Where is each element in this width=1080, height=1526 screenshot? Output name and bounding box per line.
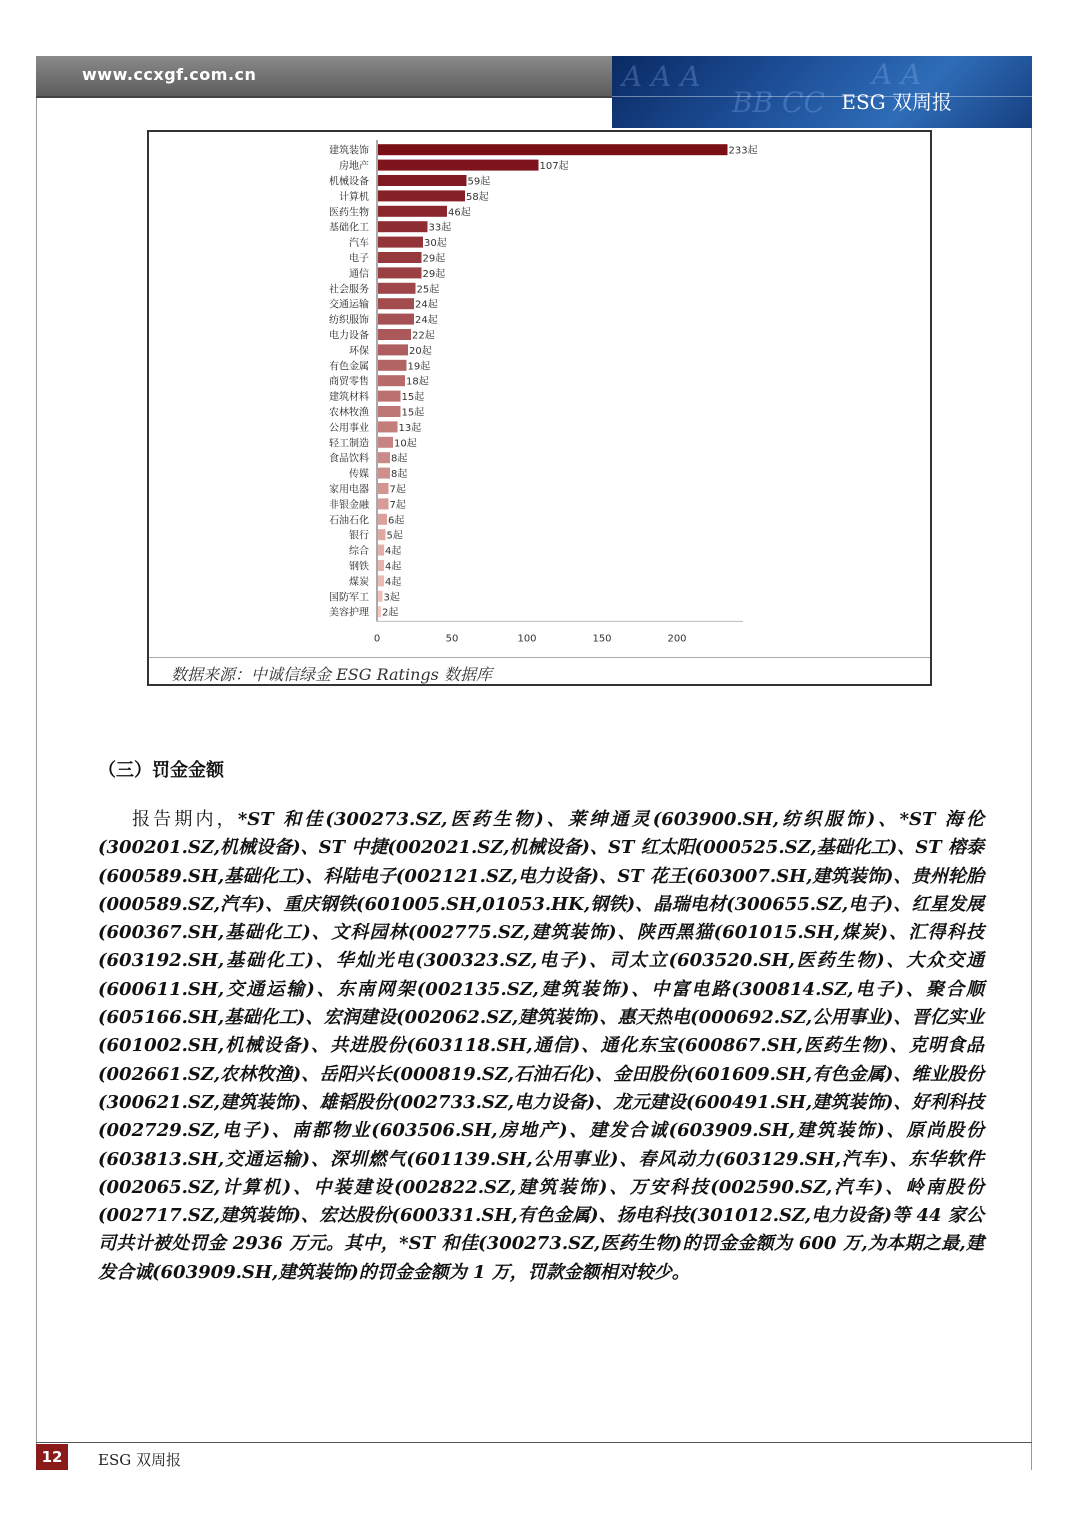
data-label: 107起: [539, 161, 569, 173]
data-label: 4起: [385, 561, 402, 573]
data-label: 6起: [388, 515, 405, 527]
data-label: 22起: [412, 330, 435, 342]
category-label: 通信: [349, 268, 369, 280]
category-label: 食品饮料: [329, 453, 369, 465]
bar: [378, 190, 465, 201]
bar: [378, 560, 384, 571]
category-label: 商贸零售: [329, 376, 369, 388]
category-label: 农林牧渔: [329, 407, 369, 419]
bar: [378, 529, 386, 540]
data-label: 10起: [394, 438, 417, 450]
category-label: 石油石化: [329, 515, 369, 527]
bar: [378, 329, 411, 340]
banner-decoration: A A A: [622, 60, 701, 93]
data-label: 58起: [466, 191, 489, 203]
category-label: 传媒: [349, 469, 369, 481]
data-label: 2起: [382, 607, 399, 619]
x-tick-label: 150: [592, 633, 612, 645]
source-divider: [149, 657, 930, 658]
category-label: 银行: [349, 530, 369, 542]
bar: [378, 468, 390, 479]
category-label: 煤炭: [349, 576, 369, 588]
bar: [378, 591, 383, 602]
data-label: 13起: [398, 422, 422, 434]
data-label: 19起: [407, 361, 431, 373]
paragraph-text: *ST 和佳(300273.SZ,医药生物)、莱绅通灵(603900.SH,纺织服饰)、*ST 海伦(300201.SZ,机械设备)、ST 中捷(002021.SZ,机械设备)、ST 红太阳(000525.SZ,基础化工)、ST 榕泰(600589.SH,基础化工)、科陆电子(002121.SZ,电力设备)、ST 花王(603007.SH,建筑装饰)、贵州轮胎(000589.SZ,汽车)、重庆钢铁(601005.SH,01053.HK,钢铁)、晶瑞电材(300655.SZ,电子)、红星发展(600367.SH,基础化工)、文科园林(002775.SZ,建筑装饰)、陕西黑猫(601015.SH,煤炭)、汇得科技(603192.SH,基础化工)、华灿光电(300323.SZ,电子)、司太立(603520.SH,医药生物)、大众交通(600611.SH,交通运输)、东南网架(002135.SZ,建筑装饰)、中富电路(300814.SZ,电子)、聚合顺(605166.SH,基础化工)、宏润建设(002062.SZ,建筑装饰)、惠天热电(000692.SZ,公用事业)、晋亿实业(601002.SH,机械设备)、共进股份(603118.SH,通信)、通化东宝(600867.SH,医药生物)、克明食品(002661.SZ,农林牧渔)、岳阳兴长(000819.SZ,石油石化)、金田股份(601609.SH,有色金属)、维业股份(300621.SZ,建筑装饰)、雄韬股份(002733.SZ,电力设备)、龙元建设(600491.SH,建筑装饰)、好利科技(002729.SZ,电子)、南都物业(603506.SH,房地产)、建发合诚(603909.SH,建筑装饰)、原尚股份(603813.SH,交通运输)、深圳燃气(601139.SH,公用事业)、春风动力(603129.SH,汽车)、东华软件(002065.SZ,计算机)、中装建设(002822.SZ,建筑装饰)、万安科技(002590.SZ,汽车)、岭南股份(002717.SZ,建筑装饰)、宏达股份(600331.SH,有色金属)、扬电科技(301012.SZ,电力设备)等 44 家公司共计被处罚金 2936 万元。其中，*ST 和佳(300273.SZ,医药生物)的罚金金额为 600 万,为本期之最,建发合诚(603909.SH,建筑装饰)的罚金金额为 1 万，罚款金额相对较少。: [98, 809, 984, 1283]
category-label: 社会服务: [329, 284, 369, 296]
data-label: 8起: [391, 453, 408, 465]
data-label: 33起: [428, 222, 452, 234]
chart-source: 数据来源：中诚信绿金 ESG Ratings 数据库: [171, 665, 492, 684]
category-label: 电力设备: [329, 330, 369, 342]
bar-chart: [147, 130, 932, 686]
bar: [378, 452, 390, 463]
data-label: 29起: [422, 268, 446, 280]
category-label: 钢铁: [349, 561, 369, 573]
category-label: 机械设备: [329, 176, 369, 188]
data-label: 5起: [386, 530, 403, 542]
category-label: 美容护理: [329, 607, 369, 619]
bar: [378, 406, 401, 417]
bar: [378, 283, 416, 294]
bar: [378, 160, 539, 171]
category-label: 综合: [349, 546, 369, 558]
data-label: 7起: [389, 484, 406, 496]
bar: [378, 175, 467, 186]
data-label: 25起: [416, 284, 440, 296]
bar: [378, 252, 422, 263]
x-tick-label: 0: [373, 633, 381, 645]
banner-decoration: A A: [872, 58, 922, 91]
bar: [378, 375, 405, 386]
data-label: 15起: [401, 392, 425, 404]
x-tick-label: 200: [667, 633, 687, 645]
data-label: 4起: [385, 546, 402, 558]
category-label: 有色金属: [329, 361, 369, 373]
x-tick-label: 100: [517, 633, 537, 645]
footer-title: ESG 双周报: [98, 1451, 181, 1469]
paragraph-lead: 报告期内，: [132, 809, 238, 830]
category-label: 非银金融: [329, 499, 369, 511]
category-label: 房地产: [339, 161, 369, 173]
category-label: 医药生物: [329, 207, 369, 219]
bar: [378, 206, 447, 217]
chart-svg: [149, 132, 930, 656]
category-label: 建筑装饰: [329, 145, 369, 157]
category-label: 公用事业: [329, 422, 369, 434]
page-number: 12: [36, 1444, 68, 1470]
bar: [378, 421, 398, 432]
category-label: 纺织服饰: [329, 315, 369, 327]
category-label: 汽车: [349, 238, 369, 250]
bar: [378, 391, 401, 402]
data-label: 30起: [424, 238, 447, 250]
data-label: 29起: [422, 253, 446, 265]
bar: [378, 314, 414, 325]
data-label: 3起: [383, 592, 400, 604]
bar: [378, 221, 428, 232]
page-header: [36, 56, 1032, 128]
bar: [378, 606, 381, 617]
bar: [378, 575, 384, 586]
banner-decoration: BB CC: [732, 86, 825, 119]
category-label: 交通运输: [329, 299, 369, 311]
x-tick-label: 50: [445, 633, 459, 645]
body-paragraph: [98, 806, 984, 1287]
data-label: 24起: [415, 299, 438, 311]
footer-divider: [36, 1442, 1032, 1443]
bar: [378, 298, 414, 309]
section-title: （三）罚金金额: [98, 760, 224, 781]
data-label: 8起: [391, 469, 408, 481]
header-divider: [612, 96, 1032, 97]
bar: [378, 514, 387, 525]
category-label: 电子: [349, 253, 369, 265]
data-label: 24起: [415, 315, 438, 327]
site-url[interactable]: www.ccxgf.com.cn: [82, 65, 257, 84]
data-label: 46起: [448, 207, 471, 219]
bar: [378, 237, 423, 248]
bar: [378, 360, 407, 371]
category-label: 建筑材料: [329, 392, 369, 404]
category-label: 国防军工: [329, 592, 369, 604]
bar: [378, 344, 408, 355]
category-label: 基础化工: [329, 222, 369, 234]
data-label: 233起: [728, 145, 758, 157]
data-label: 15起: [401, 407, 425, 419]
category-label: 家用电器: [329, 484, 369, 496]
bar: [378, 483, 389, 494]
data-label: 20起: [409, 345, 432, 357]
data-label: 59起: [467, 176, 491, 188]
category-label: 计算机: [339, 191, 369, 203]
bar: [378, 498, 389, 509]
data-label: 4起: [385, 576, 402, 588]
bar: [378, 267, 422, 278]
data-label: 18起: [406, 376, 429, 388]
bar: [378, 545, 384, 556]
header-brand: ESG 双周报: [841, 90, 952, 114]
header-banner: [612, 56, 1032, 128]
category-label: 环保: [349, 345, 369, 357]
data-label: 7起: [389, 499, 406, 511]
bar: [378, 144, 728, 155]
category-label: 轻工制造: [329, 438, 369, 450]
bar: [378, 437, 393, 448]
header-gray-band: [36, 56, 612, 98]
